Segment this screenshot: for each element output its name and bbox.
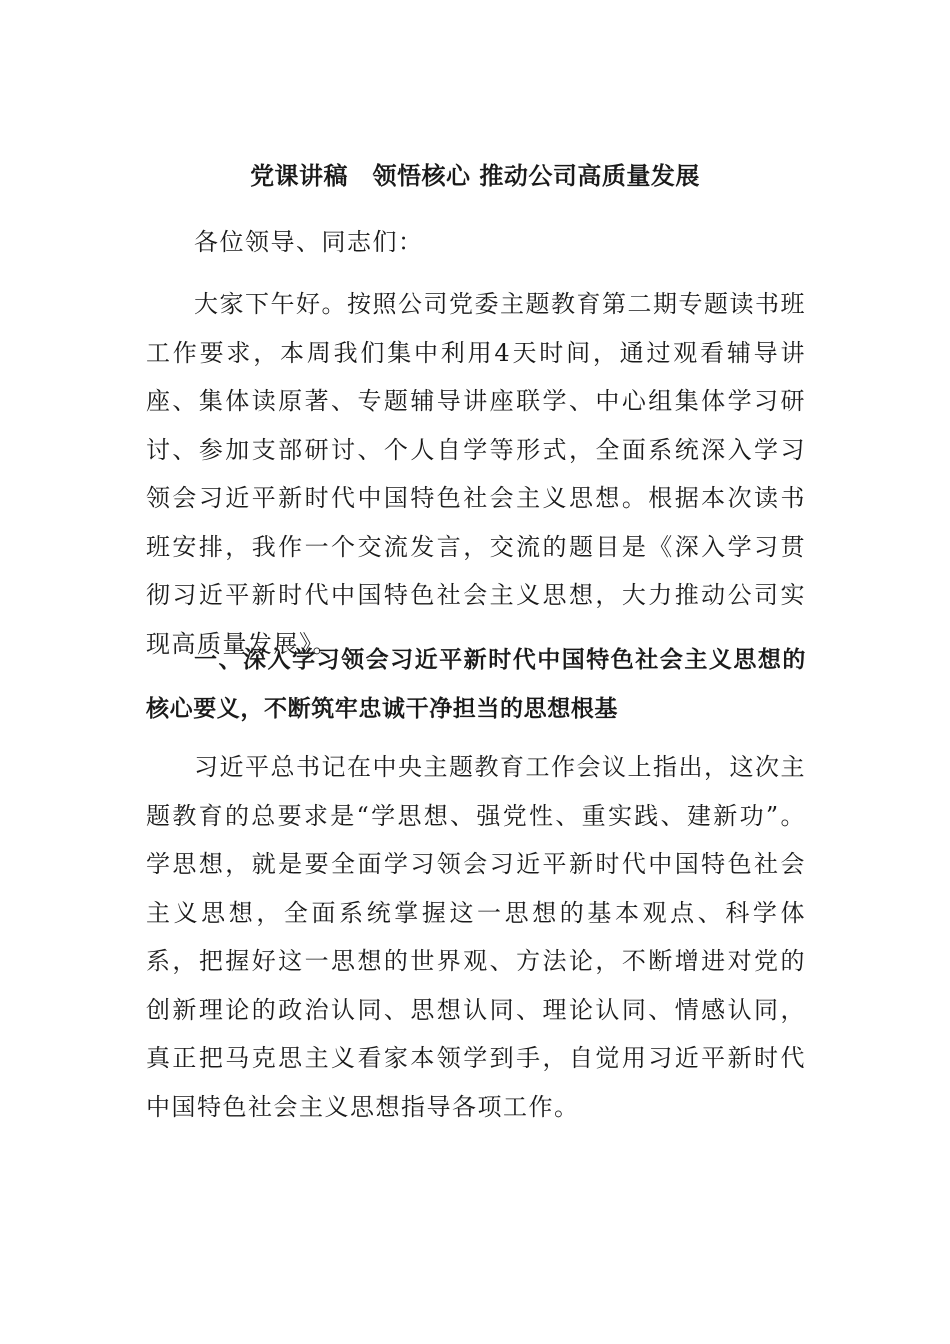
paragraph-section-1: 习近平总书记在中央主题教育工作会议上指出，这次主题教育的总要求是“学思想、强党性、重实践、建新功”。学思想，就是要全面学习领会习近平新时代中国特色社会主义思想，全面系统掌握这一思想的基本观点、科学体系，把握好这一思想的世界观、方法论，不断增进对党的创新理论的政治认同、思想认同、理论认同、情感认同，真正把马克思主义看家本领学到手，自觉用习近平新时代中国特色社会主义思想指导各项工作。 <box>146 753 806 1121</box>
document-title: 党课讲稿 领悟核心 推动公司高质量发展 <box>250 162 700 190</box>
greeting-line: 各位领导、同志们： <box>194 228 424 256</box>
section-heading-1: 一、深入学习领会习近平新时代中国特色社会主义思想的核心要义，不断筑牢忠诚干净担当的思想根基 <box>146 647 806 722</box>
paragraph-introduction: 大家下午好。按照公司党委主题教育第二期专题读书班工作要求，本周我们集中利用4天时间，通过观看辅导讲座、集体读原著、专题辅导讲座联学、中心组集体学习研讨、参加支部研讨、个人自学等形式，全面系统深入学习领会习近平新时代中国特色社会主义思想。根据本次读书班安排，我作一个交流发言，交流的题目是《深入学习贯彻习近平新时代中国特色社会主义思想，大力推动公司实现高质量发展》。 <box>146 290 806 658</box>
